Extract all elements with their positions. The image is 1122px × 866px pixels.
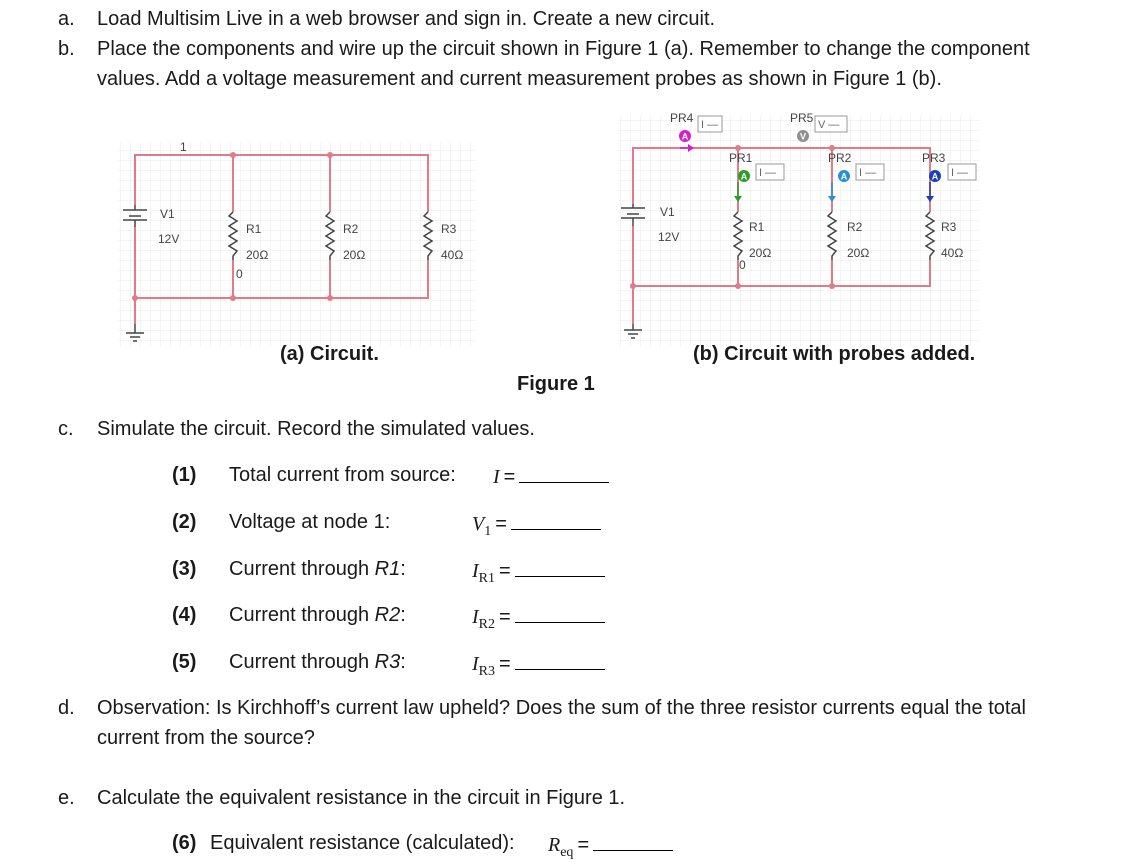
item-a-text: Load Multisim Live in a web browser and sign in. Create a new circuit.	[97, 8, 716, 30]
item-b-line2: values. Add a voltage measurement and current measurement probes as shown in Figure 1 (b).	[97, 68, 942, 90]
question-number: (6)	[172, 832, 197, 854]
probe-badge-letter: A	[840, 171, 848, 182]
answer-field[interactable]: $V_1$ =	[472, 511, 601, 540]
item-c-marker: c.	[58, 418, 74, 440]
v1-name-right: V1	[660, 205, 675, 219]
question-number: (3)	[172, 558, 197, 580]
question-number: (4)	[172, 604, 197, 626]
probe-readout: I —	[951, 167, 969, 179]
ground-node-left: 0	[236, 267, 243, 281]
question-number: (2)	[172, 511, 197, 533]
r2-name-right: R2	[847, 220, 863, 234]
probe-name: PR1	[729, 151, 753, 165]
v1-value-right: 12V	[658, 230, 680, 244]
answer-field[interactable]: $I_{R1}$ =	[472, 558, 605, 587]
r2-value-left: 20Ω	[343, 248, 366, 262]
probe-name: PR2	[828, 151, 852, 165]
r2-value-right: 20Ω	[847, 246, 870, 260]
probe-badge-letter: A	[740, 171, 748, 182]
circuit-b	[618, 111, 980, 347]
r3-name-left: R3	[441, 222, 457, 236]
answer-field[interactable]: I =	[493, 464, 609, 493]
r2-name-left: R2	[343, 222, 359, 236]
r1-name-right: R1	[749, 220, 765, 234]
r3-value-right: 40Ω	[941, 246, 964, 260]
r1-name-left: R1	[246, 222, 262, 236]
v1-value-left: 12V	[158, 232, 180, 246]
item-e-marker: e.	[58, 787, 75, 809]
question-label: Current through R3:	[229, 651, 406, 673]
caption-b: (b) Circuit with probes added.	[693, 343, 976, 365]
probe-name: PR4	[670, 111, 694, 125]
answer-field[interactable]: $I_{R3}$ =	[472, 651, 605, 680]
item-e-text: Calculate the equivalent resistance in the circuit in Figure 1.	[97, 787, 626, 809]
ground-node-right: 0	[739, 258, 746, 272]
probe-readout: I —	[701, 119, 719, 131]
item-d-marker: d.	[58, 697, 75, 719]
r1-value-left: 20Ω	[246, 248, 269, 262]
probe-name: PR3	[922, 151, 946, 165]
answer-field[interactable]: $R_{eq}$ =	[548, 832, 673, 861]
r3-value-left: 40Ω	[441, 248, 464, 262]
r3-name-right: R3	[941, 220, 957, 234]
question-number: (1)	[172, 464, 197, 486]
question-label: Current through R1:	[229, 558, 406, 580]
item-d-line2: current from the source?	[97, 727, 315, 749]
probe-badge-letter: A	[681, 131, 689, 142]
caption-a: (a) Circuit.	[280, 343, 379, 365]
item-b-marker: b.	[58, 38, 75, 60]
item-b-line1: Place the components and wire up the circuit shown in Figure 1 (a). Remember to change the component	[97, 38, 1030, 60]
question-label: Voltage at node 1:	[229, 511, 391, 533]
question-label: Total current from source:	[229, 464, 456, 486]
probe-badge-letter: V	[799, 131, 807, 142]
probe-name: PR5	[790, 111, 814, 125]
item-d-line1: Observation: Is Kirchhoff’s current law upheld? Does the sum of the three resistor currents equal the total	[97, 697, 1026, 719]
v1-name-left: V1	[160, 207, 175, 221]
figure-title: Figure 1	[517, 373, 595, 395]
circuit-a	[118, 140, 476, 347]
probe-readout: I —	[859, 167, 877, 179]
node-1-label: 1	[180, 140, 187, 154]
item-a-marker: a.	[58, 8, 75, 30]
probe-readout: V —	[818, 119, 840, 131]
question-label: Current through R2:	[229, 604, 406, 626]
r1-value-right: 20Ω	[749, 246, 772, 260]
question-label: Equivalent resistance (calculated):	[210, 832, 515, 854]
probe-badge-letter: A	[931, 171, 939, 182]
figure-1	[0, 100, 1122, 400]
answer-field[interactable]: $I_{R2}$ =	[472, 604, 605, 633]
probe-readout: I —	[759, 167, 777, 179]
question-number: (5)	[172, 651, 197, 673]
item-c-text: Simulate the circuit. Record the simulated values.	[97, 418, 535, 440]
